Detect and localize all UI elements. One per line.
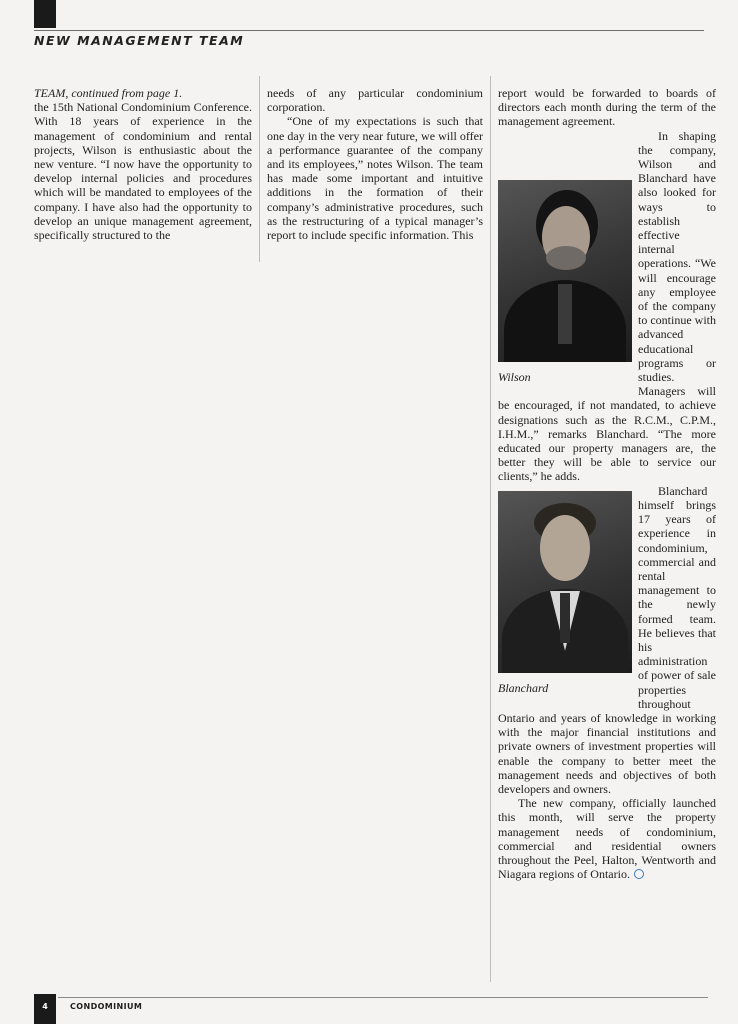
col3-paragraph-1: report would be forwarded to boards of directors each month during the term of the management agreement. xyxy=(498,86,716,129)
continued-label: TEAM, continued from page 1. xyxy=(34,86,183,100)
wilson-caption: Wilson xyxy=(498,369,531,384)
blanchard-portrait xyxy=(498,491,632,673)
wilson-photo xyxy=(498,177,632,384)
magazine-name: CONDOMINIUM xyxy=(70,1002,143,1011)
column-divider-1 xyxy=(259,76,260,262)
header-rule xyxy=(34,30,704,31)
article-column-3 xyxy=(498,86,716,881)
page-number: 4 xyxy=(42,1002,48,1011)
col3-paragraph-4: The new company, officially launched this month, will serve the property management needs of condominium, commercial and residential owners throughout the Peel, Halton, Wentworth and Niagara regions of Ontario. xyxy=(498,796,716,882)
blanchard-photo xyxy=(498,488,632,695)
blanchard-caption: Blanchard xyxy=(498,680,549,695)
top-marker-bar xyxy=(34,0,56,28)
wilson-portrait xyxy=(498,180,632,362)
article-column-2 xyxy=(267,86,483,242)
section-title: NEW MANAGEMENT TEAM xyxy=(34,33,245,48)
col2-paragraph-2: “One of my expectations is such that one day in the very near future, we will offer a performance guarantee of the company and its employees,” notes Wilson. The team has made some important and intuitive additions in the formation of their company’s administrative procedures, such as the restructuring of a typical manager’s report to include specific information. This xyxy=(267,114,483,243)
end-mark-icon xyxy=(634,869,644,879)
column-divider-2 xyxy=(490,76,491,982)
col1-paragraph-1: the 15th National Condominium Conference. With 18 years of experience in the management of condominium and rental projects, Wilson is enthusiastic about the new venture. “I now have the opportunity to develop internal policies and procedures which will be mandated to employees of the company. I have also had the opportunity to develop an unique management agreement, specifically structured to the xyxy=(34,100,252,243)
col3-paragraph-3: Blanchard himself brings 17 years of experience in condominium, commercial and rental management to the newly formed team. He believes that his administration of power of sale properties throughout Ontario and years of knowledge in working with the major financial institutions and private owners of investment properties will enable the company to better meet the management needs and objectives of both developers and owners. xyxy=(498,483,716,796)
col2-paragraph-1: needs of any particular condominium corporation. xyxy=(267,86,483,115)
footer-rule xyxy=(58,997,708,998)
article-column-1 xyxy=(34,86,252,242)
col3-paragraph-2: In shaping the company, Wilson and Blanchard have also looked for ways to establish effective internal operations. “We will encourage any employee of the company to continue with advanced educational programs or studies. Managers will be encouraged, if not mandated, to achieve designations such as the R.C.M., C.P.M., I.H.M.,” remarks Blanchard. “The more educated our property managers are, the better they will be able to service our clients,” he adds. xyxy=(498,128,716,484)
